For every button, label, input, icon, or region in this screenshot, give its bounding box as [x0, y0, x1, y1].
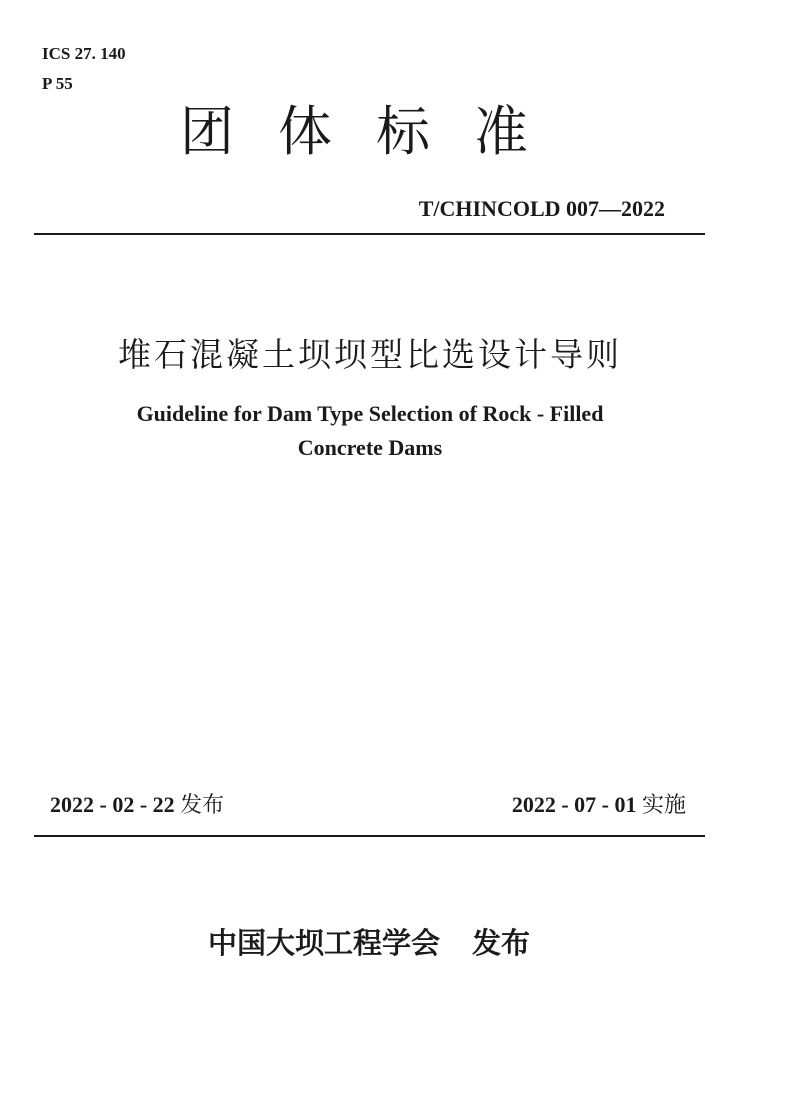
standard-number: T/CHINCOLD 007—2022 [418, 196, 665, 221]
issue-date: 2022 - 02 - 22 [50, 792, 175, 817]
ccs-code: P 55 [42, 74, 73, 93]
implementation-date: 2022 - 07 - 01 [511, 792, 637, 817]
publisher-line [0, 924, 738, 962]
publisher-name: 中国大坝工程学会 [207, 926, 440, 960]
top-divider [34, 233, 705, 235]
title-chinese: 堆石混凝土坝坝型比选设计导则 [118, 335, 622, 374]
publisher-action: 发布 [472, 926, 531, 960]
issue-date-block [50, 790, 224, 821]
bottom-divider [34, 835, 705, 837]
ics-code: ICS 27. 140 [42, 44, 126, 63]
issue-label: 发布 [180, 793, 225, 818]
implementation-date-block [512, 790, 686, 821]
document-category-heading: 团体标准 [180, 100, 572, 163]
title-english [60, 397, 680, 465]
title-english-line-1: Guideline for Dam Type Selection of Rock - Filled [136, 401, 604, 426]
title-english-line-2: Concrete Dams [297, 435, 443, 460]
implementation-label: 实施 [641, 793, 686, 818]
